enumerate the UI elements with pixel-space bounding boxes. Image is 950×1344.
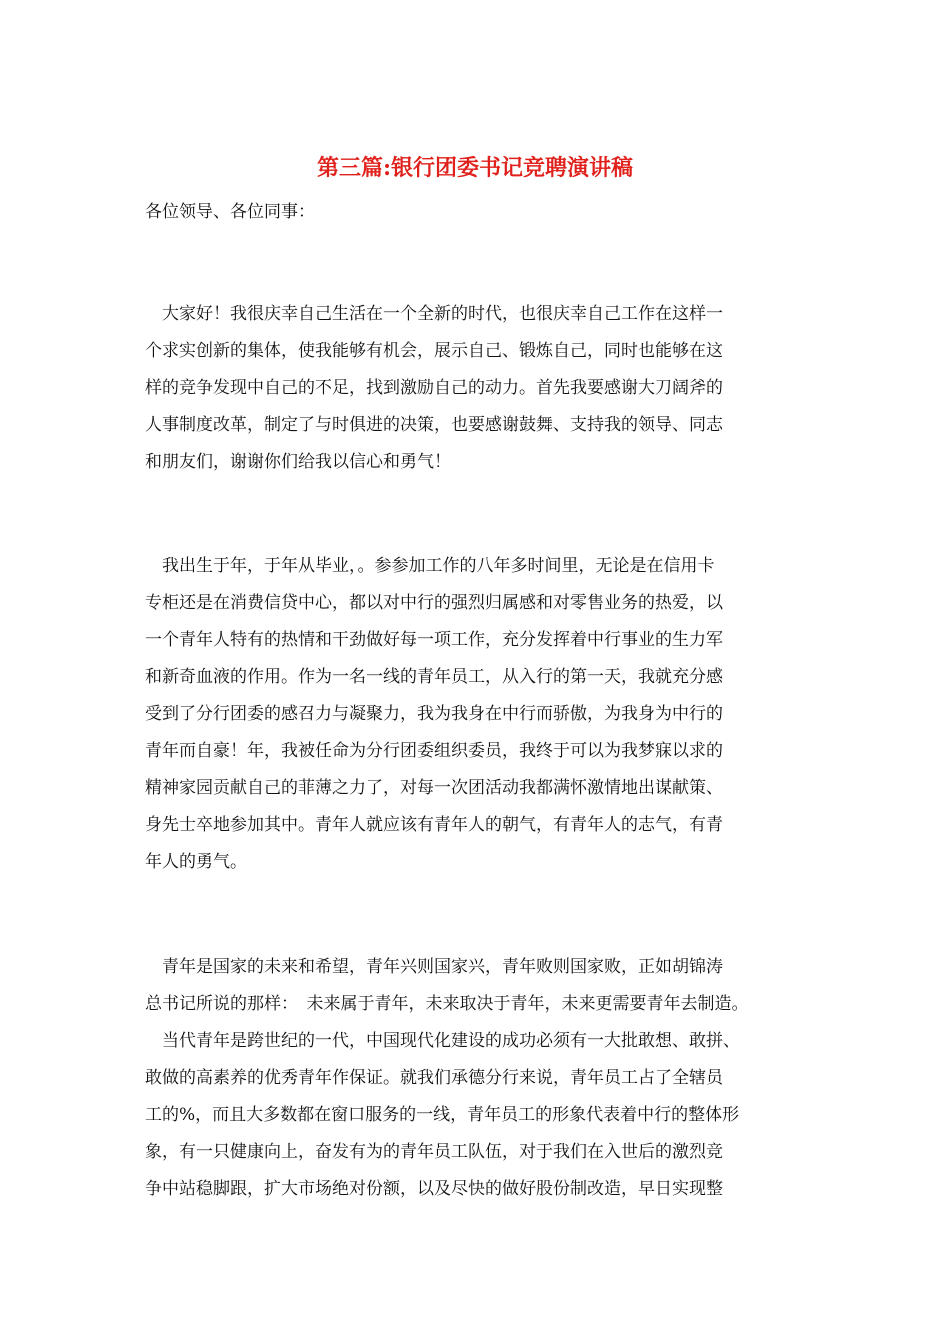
document-title: 第三篇:银行团委书记竞聘演讲稿 [316, 155, 634, 181]
paragraph-2 [145, 548, 815, 881]
paragraph-line: 总书记所说的那样： 未来属于青年，未来取决于青年，未来更需要青年去制造。 [145, 994, 749, 1014]
salutation: 各位领导、各位同事： [145, 202, 315, 222]
paragraph-line: 身先士卒地参加其中。青年人就应该有青年人的朝气，有青年人的志气，有青 [145, 815, 723, 835]
paragraph-line: 青年而自豪！年，我被任命为分行团委组织委员，我终于可以为我梦寐以求的 [145, 741, 723, 761]
paragraph-line: 象，有一只健康向上，奋发有为的青年员工队伍，对于我们在入世后的激烈竞 [145, 1142, 723, 1162]
paragraph-line: 专柜还是在消费信贷中心，都以对中行的强烈归属感和对零售业务的热爱，以 [145, 593, 723, 613]
paragraph-line: 精神家园贡献自己的菲薄之力了，对每一次团活动我都满怀激情地出谋献策、 [145, 778, 723, 798]
paragraph-line: 当代青年是跨世纪的一代，中国现代化建设的成功必须有一大批敢想、敢拼、 [145, 1031, 740, 1051]
paragraph-3 [145, 949, 815, 1208]
paragraph-line: 人事制度改革，制定了与时俱进的决策，也要感谢鼓舞、支持我的领导、同志 [145, 415, 723, 435]
paragraph-line: 争中站稳脚跟，扩大市场绝对份额，以及尽快的做好股份制改造，早日实现整 [145, 1179, 723, 1199]
paragraph-line: 和朋友们，谢谢你们给我以信心和勇气！ [145, 452, 451, 472]
paragraph-1 [145, 296, 815, 481]
paragraph-line: 敢做的高素养的优秀青年作保证。就我们承德分行来说，青年员工占了全辖员 [145, 1068, 723, 1088]
paragraph-line: 个求实创新的集体，使我能够有机会，展示自己、锻炼自己，同时也能够在这 [145, 341, 723, 361]
paragraph-line: 大家好！我很庆幸自己生活在一个全新的时代，也很庆幸自己工作在这样一 [145, 304, 723, 324]
paragraph-line: 样的竞争发现中自己的不足，找到激励自己的动力。首先我要感谢大刀阔斧的 [145, 378, 723, 398]
paragraph-line: 年人的勇气。 [145, 852, 247, 872]
paragraph-line: 工的%，而且大多数都在窗口服务的一线，青年员工的形象代表着中行的整体形 [145, 1105, 740, 1125]
paragraph-line: 我出生于年，于年从毕业，。参参加工作的八年多时间里，无论是在信用卡 [145, 556, 715, 576]
paragraph-line: 青年是国家的未来和希望，青年兴则国家兴，青年败则国家败，正如胡锦涛 [145, 957, 723, 977]
paragraph-line: 受到了分行团委的感召力与凝聚力，我为我身在中行而骄傲，为我身为中行的 [145, 704, 723, 724]
paragraph-line: 和新奇血液的作用。作为一名一线的青年员工，从入行的第一天，我就充分感 [145, 667, 723, 687]
paragraph-line: 一个青年人特有的热情和干劲做好每一项工作，充分发挥着中行事业的生力军 [145, 630, 723, 650]
